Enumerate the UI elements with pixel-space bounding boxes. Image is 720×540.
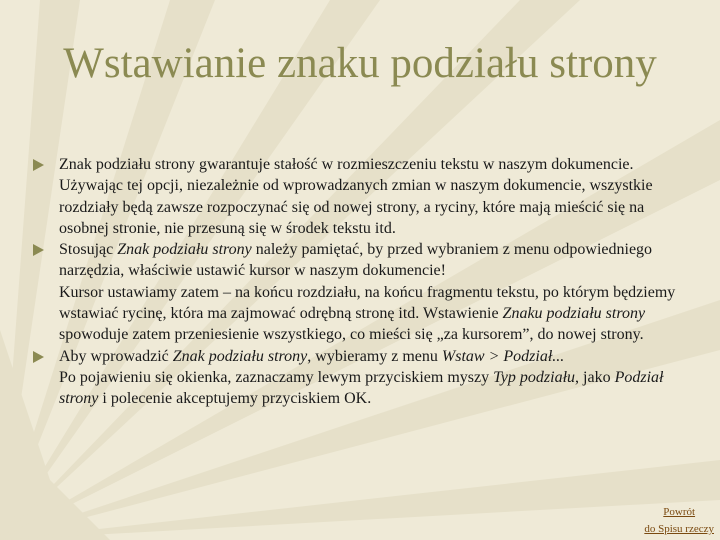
bullet-text: Stosując [59,241,118,259]
bullet-arrow-icon [33,244,44,256]
back-link-line-1: Powrót [663,506,696,518]
bullet-item [38,239,688,282]
bullet-italic-text: Znak podziału strony [117,241,252,259]
bullet-text: i polecenie akceptujemy przyciskiem OK. [98,390,372,408]
bullet-list [38,154,688,410]
bullet-text: Aby wprowadzić [59,347,173,365]
back-to-contents-link[interactable] [644,504,714,538]
bullet-italic-text: Typ podziału [493,368,576,386]
bullet-text: należy pamiętać, by przed wybraniem z menu odpowiedniego narzędzia, właściwie ustawić kursor w naszym dokumencie! [59,241,653,280]
back-link-line-2: do Spisu rzeczy [644,523,714,535]
bullet-item [38,367,688,410]
bullet-italic-text: Podział strony [59,368,664,408]
bullet-text: Znak podziału strony gwarantuje stałość w rozmieszczeniu tekstu w naszym dokumencie. Używając tej opcji, niezależnie od wprowadzanych zmian w naszym dokumencie, wszystkie rozdziały będą zawsze rozpoczynać się od nowej strony, a ryciny, które mają mieścić się na osobnej stronie, nie przesuną się w środek tekstu itd. [59,156,653,237]
bullet-text: Po pojawieniu się okienka, zaznaczamy lewym przyciskiem myszy [59,368,494,386]
bullet-text: , jako [575,368,615,386]
bullet-italic-text: Wstaw > Podział... [441,347,565,365]
bullet-text: , wybieramy z menu [307,347,442,365]
bullet-italic-text: Znaku podziału strony [502,305,646,323]
bullet-text: spowoduje zatem przeniesienie wszystkiego, co mieści się „za kursorem”, do nowej strony. [59,326,644,344]
slide-title: Wstawianie znaku podziału strony [63,40,657,87]
bullet-italic-text: Znak podziału strony [172,347,308,365]
bullet-item [38,346,688,367]
bullet-arrow-icon [33,159,44,171]
bullet-text: Kursor ustawiamy zatem – na końcu rozdziału, na końcu fragmentu tekstu, po którym będziemy wstawiać rycinę, która ma zajmować odrębną stronę itd. Wstawienie [59,283,676,323]
bullet-item [38,154,688,239]
bullet-arrow-icon [33,351,44,363]
bullet-item [38,282,688,346]
